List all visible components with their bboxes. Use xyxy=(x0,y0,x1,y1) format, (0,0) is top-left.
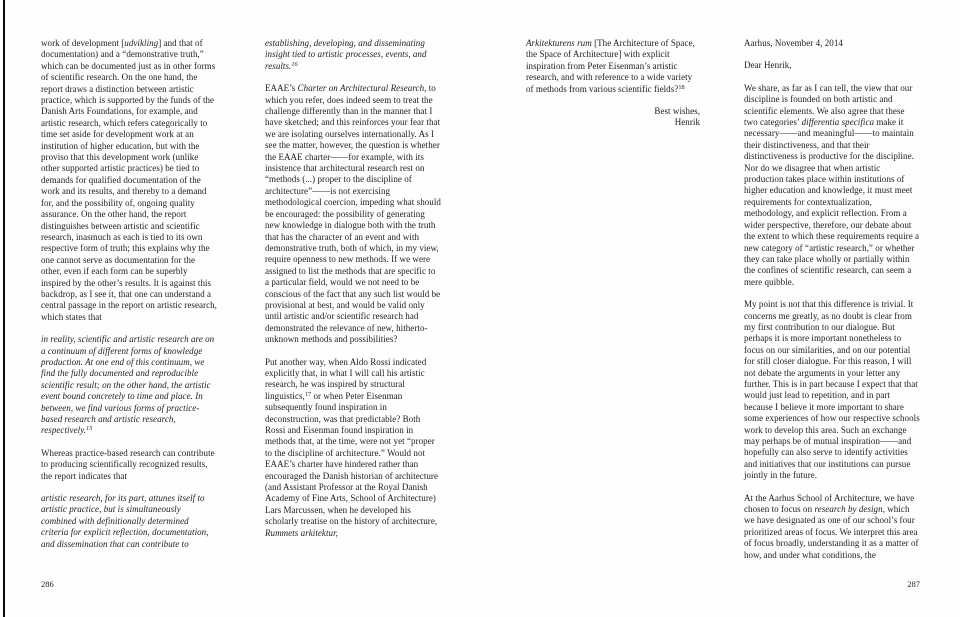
text-run: Rummets arkitektur, xyxy=(265,527,338,538)
text-run: ] and that of documentation) and a “demonstrative truth,” which can be documented just as in other forms of scientific research. On the one hand, the report draws a distinction between artistic practice, which is supported by the funds of the Danish Arts Foundations, for example, and artistic research, which refers categorically to time set aside for development work at an institution of higher education, but with the proviso that this development work (unlike other supported artistic practices) be tied to demands for qualified documentation of the work and its results, and thereby to a demand for, and the possibility of, ongoing quality assurance. On the other hand, the report distinguishes between artistic and scientific research, inasmuch as each is tied to its own respective form of truth; this explains why the one cannot serve as documentation for the other, even if each form can be superbly inspired by the other’s results. It is against this backdrop, as I see it, that one can understand a central passage in the report on artistic research, which states that xyxy=(41,38,217,322)
text-run: in reality, scientific and artistic research are on a continuum of different forms of knowledge production. At one end of this continuum, we find the fully documented and reproducible scientific result; on the other hand, the artistic event bound concretely to time and place. In between, we find various forms of practice-based research and artistic research, respectively. xyxy=(41,334,215,436)
footnote-marker: 16 xyxy=(291,60,298,68)
footnote-marker: 17 xyxy=(304,390,312,398)
text-run: [The Architecture of Space, the Space of Architecture] with explicit inspiration from Peter Eisenman’s artistic research, and with reference to a wide variety of methods from various scientific fields? xyxy=(526,38,695,94)
text-run: Charter on Architectural Research xyxy=(297,83,425,94)
text-column-1 xyxy=(41,38,217,561)
text-run: udvikling xyxy=(124,38,159,48)
text-column-4 xyxy=(744,38,920,572)
text-run: EAAE’s xyxy=(265,83,298,94)
page-number-left: 286 xyxy=(41,579,54,589)
text-run: research by design xyxy=(814,504,883,515)
footnote-marker: 15 xyxy=(86,425,93,433)
text-run: , to which you refer, does indeed seem to treat the challenge differently than in the manner that I have sketched; and this reinforces your fear that we are isolating ourselves internationally. As I see the matter, however, the question is whether the EAAE charter——for example, with its insistence that architectural research rest on “methods (...) proper to the discipline of architecture”——is not exercising methodological coercion, impeding what should be encouraged: the possibility of generating new knowledge in dialogue both with the truth that has the character of an event and with demonstrative truth, both of which, in my view, require openness to new methods. If we were assigned to list the methods that are specific to a particular field, would we not need to be conscious of the fact that any such list would be provisional at best, and would be valid only until artistic and/or scientific research had demonstrated the relevance of new, hitherto-unknown methods and possibilities? xyxy=(265,83,441,345)
text-run: Best wishes, xyxy=(654,106,700,117)
paragraph xyxy=(526,106,702,129)
paragraph xyxy=(744,493,920,561)
paragraph xyxy=(744,60,920,71)
text-column-3 xyxy=(526,38,702,140)
text-run: artistic research, for its part, attunes itself to artistic practice, but is simultaneously combined with definitionally determined criteria for explicit reflection, documentation, and dissemination that can contribute to xyxy=(41,493,209,549)
paragraph xyxy=(744,299,920,482)
text-run: make it necessary——and meaningful——to maintain their distinctiveness, and that their distinctiveness is productive for the discipline. Nor do we disagree that when artistic production takes place within institutions of higher education and knowledge, it must meet requirements for contextualization, methodology, and explicit reflection. From a wider perspective, therefore, our debate about the extent to which these requirements require a new category of “artistic research,” or whether they can take place wholly or partially within the confines of scientific research, can seem a mere quibble. xyxy=(744,117,920,287)
text-run: differentia specifica xyxy=(801,117,875,128)
text-run: or when Peter Eisenman subsequently found inspiration in deconstruction, was that predictable? Both Rossi and Eisenman found inspiration in methods that, at the time, were not yet “proper to the discipline of architecture.” Would not EAAE’s charter have hindered rather than encouraged the Danish historian of architecture (and Assistant Professor at the Royal Danish Academy of Fine Arts, School of Architecture) Lars Marcussen, when he developed his scholarly treatise on the history of architecture, xyxy=(265,390,439,527)
text-run: establishing, developing, and disseminating insight tied to artistic processes, events, and results. xyxy=(265,38,427,71)
paragraph xyxy=(41,493,217,550)
text-run: Arkitekturens rum xyxy=(526,38,592,48)
paragraph xyxy=(265,357,441,540)
paragraph xyxy=(744,38,920,49)
footnote-marker: 18 xyxy=(678,83,685,91)
paragraph xyxy=(526,38,702,95)
text-run: Aarhus, November 4, 2014 xyxy=(744,38,843,48)
text-run: At the Aarhus School of Architecture, we have chosen to focus on xyxy=(744,492,915,515)
page-edge-line xyxy=(3,0,5,617)
paragraph xyxy=(265,83,441,345)
text-run: Henrik xyxy=(674,117,700,128)
text-run: Dear Henrik, xyxy=(744,60,792,71)
paragraph xyxy=(744,83,920,288)
text-run: Put another way, when Aldo Rossi indicated explicitly that, in what I will call his artistic research, he was inspired by structural linguistics, xyxy=(265,356,427,401)
text-run: , which we have designated as one of our school’s four prioritized areas of focus. We interpret this area of focus broadly, understanding it as a matter of how, and under what conditions, the xyxy=(744,504,919,560)
text-run: We share, as far as I can tell, the view that our discipline is founded on both artistic and scientific elements. We also agree that these two categories’ xyxy=(744,82,913,128)
page-number-right: 287 xyxy=(907,579,920,589)
paragraph xyxy=(265,38,441,72)
text-run: Whereas practice-based research can contribute to producing scientifically recognized results, the report indicates that xyxy=(41,447,215,481)
paragraph xyxy=(41,334,217,437)
text-run: work of development [ xyxy=(41,38,125,48)
text-column-2 xyxy=(265,38,441,550)
paragraph xyxy=(41,448,217,482)
paragraph xyxy=(41,38,217,323)
text-run: My point is not that this difference is trivial. It concerns me greatly, as no doubt is clear from my first contribution to our dialogue. But perhaps it is more important nonetheless to focus on our similarities, and on our potential for still closer dialogue. For this reason, I will not debate the arguments in your letter any further. This is in part because I expect that that would just lead to repetition, and in part because I believe it more important to share some experiences of how our respective schools work to develop this area. Such an exchange may perhaps be of mutual inspiration——and hopefully can also serve to identify activities and initiatives that our institutions can pursue jointly in the future. xyxy=(744,299,920,481)
